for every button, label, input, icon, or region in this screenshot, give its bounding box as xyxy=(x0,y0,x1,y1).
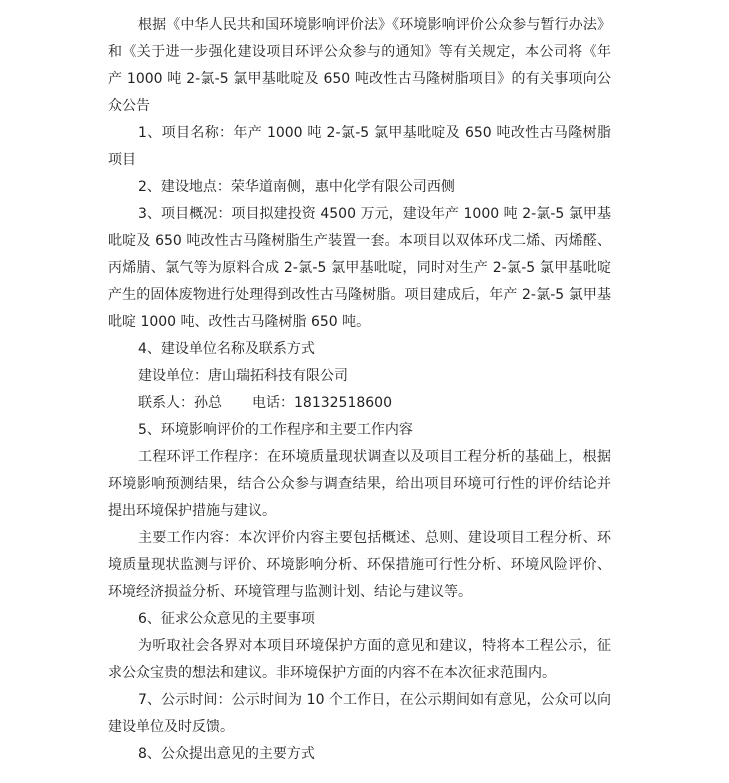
contact-person: 联系人：孙总 xyxy=(138,395,222,411)
item-5-heading: 5、环境影响评价的工作程序和主要工作内容 xyxy=(138,422,413,438)
item-6-heading: 6、征求公众意见的主要事项 xyxy=(138,611,315,627)
opinion-paragraph: 为听取社会各界对本项目环境保护方面的意见和建议，特将本工程公示，征求公众宝贵的想法和建议。非环境保护方面的内容不在本次征求范围内。 xyxy=(108,638,611,681)
contact-phone: 电话：18132518600 xyxy=(252,395,392,411)
construction-unit: 建设单位：唐山瑞拓科技有限公司 xyxy=(138,368,348,384)
procedure-paragraph: 工程环评工作程序：在环境质量现状调查以及项目工程分析的基础上，根据环境影响预测结果，结合公众参与调查结果，给出项目环境可行性的评价结论并提出环境保护措施与建议。 xyxy=(108,449,611,519)
item-2-location: 2、建设地点：荣华道南侧，惠中化学有限公司西侧 xyxy=(138,179,455,195)
item-4-heading: 4、建设单位名称及联系方式 xyxy=(138,341,315,357)
content-paragraph: 主要工作内容：本次评价内容主要包括概述、总则、建设项目工程分析、环境质量现状监测与评价、环境影响分析、环保措施可行性分析、环境风险评价、环境经济损益分析、环境管理与监测计划、结论与建议等。 xyxy=(108,530,611,600)
item-7-period: 7、公示时间：公示时间为 10 个工作日，在公示期间如有意见，公众可以向建设单位及时反馈。 xyxy=(108,692,611,735)
intro-paragraph: 根据《中华人民共和国环境影响评价法》《环境影响评价公众参与暂行办法》和《关于进一步强化建设项目环评公众参与的通知》等有关规定，本公司将《年产 1000 吨 2-氯-5 氯甲基吡啶及 650 吨改性古马隆树脂项目》的有关事项向公众公告 xyxy=(108,17,611,114)
item-1-project-name: 1、项目名称：年产 1000 吨 2-氯-5 氯甲基吡啶及 650 吨改性古马隆树脂项目 xyxy=(108,125,611,168)
contact-line xyxy=(108,390,611,417)
item-8-heading: 8、公众提出意见的主要方式 xyxy=(138,746,315,762)
item-3-overview: 3、项目概况：项目拟建投资 4500 万元，建设年产 1000 吨 2-氯-5 氯甲基吡啶及 650 吨改性古马隆树脂生产装置一套。本项目以双体环戊二烯、丙烯醛、丙烯腈、氯气等为原料合成 2-氯-5 氯甲基吡啶，同时对生产 2-氯-5 氯甲基吡啶产生的固体废物进行处理得到改性古马隆树脂。项目建成后，年产 2-氯-5 氯甲基吡啶 1000 吨、改性古马隆树脂 650 吨。 xyxy=(108,206,611,330)
